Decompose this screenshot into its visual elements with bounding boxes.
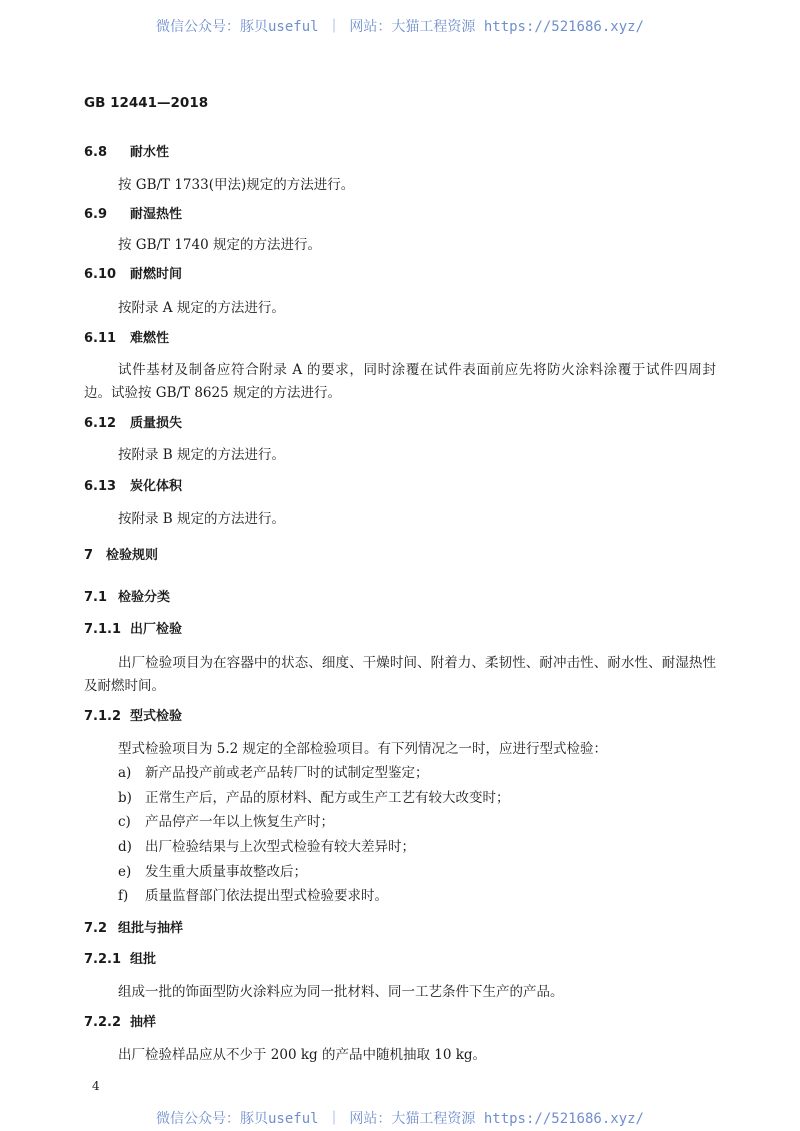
watermark-top: 微信公众号：豚贝useful ｜ 网站：大猫工程资源 https://521686.xyz/ (155, 19, 644, 35)
chapter-heading: 7 检验规则 (84, 548, 159, 563)
section-text: 型式检验项目为 5.2 规定的全部检验项目。有下列情况之一时，应进行型式检验： (118, 741, 608, 757)
section-text: 出厂检验样品应从不少于 200 kg 的产品中随机抽取 10 kg。 (118, 1047, 487, 1063)
watermark-bottom: 微信公众号：豚贝useful ｜ 网站：大猫工程资源 https://521686.xyz/ (155, 1111, 644, 1127)
section-text: 试件基材及制备应符合附录 A 的要求，同时涂覆在试件表面前应先将防火涂料涂覆于试件四周封边。试验按 GB/T 8625 规定的方法进行。 (84, 362, 716, 401)
list-item: f) 质量监督部门依法提出型式检验要求时。 (118, 888, 388, 904)
section-heading: 7.1.1 出厂检验 (84, 622, 183, 637)
section-text: 按附录 B 规定的方法进行。 (118, 511, 286, 527)
section-text: 按 GB/T 1740 规定的方法进行。 (118, 237, 321, 253)
section-heading: 6.9 耐湿热性 (84, 207, 183, 222)
section-heading: 6.11 难燃性 (84, 331, 170, 346)
section-heading: 7.2 组批与抽样 (84, 921, 184, 936)
section-heading: 7.2.2 抽样 (84, 1015, 157, 1030)
section-heading: 6.8 耐水性 (84, 145, 170, 160)
section-text: 按附录 B 规定的方法进行。 (118, 447, 286, 463)
section-heading: 7.1 检验分类 (84, 590, 171, 605)
list-item: b) 正常生产后，产品的原材料、配方或生产工艺有较大改变时； (118, 790, 510, 806)
section-text: 出厂检验项目为在容器中的状态、细度、干燥时间、附着力、柔韧性、耐冲击性、耐水性、耐湿热性及耐燃时间。 (84, 655, 716, 694)
section-heading: 6.13 炭化体积 (84, 479, 183, 494)
section-heading: 6.12 质量损失 (84, 416, 183, 431)
list-item: c) 产品停产一年以上恢复生产时； (118, 814, 334, 830)
document-code: GB 12441—2018 (84, 95, 209, 111)
section-text: 按附录 A 规定的方法进行。 (118, 300, 285, 316)
section-heading: 6.10 耐燃时间 (84, 267, 183, 282)
section-text: 组成一批的饰面型防火涂料应为同一批材料、同一工艺条件下生产的产品。 (118, 984, 564, 1000)
list-item: d) 出厂检验结果与上次型式检验有较大差异时； (118, 839, 415, 855)
list-item: e) 发生重大质量事故整改后； (118, 864, 307, 880)
section-heading: 7.1.2 型式检验 (84, 709, 183, 724)
section-heading: 7.2.1 组批 (84, 952, 157, 967)
list-item: a) 新产品投产前或老产品转厂时的试制定型鉴定； (118, 765, 429, 781)
page-number: 4 (92, 1079, 100, 1093)
section-text: 按 GB/T 1733(甲法)规定的方法进行。 (118, 177, 355, 193)
